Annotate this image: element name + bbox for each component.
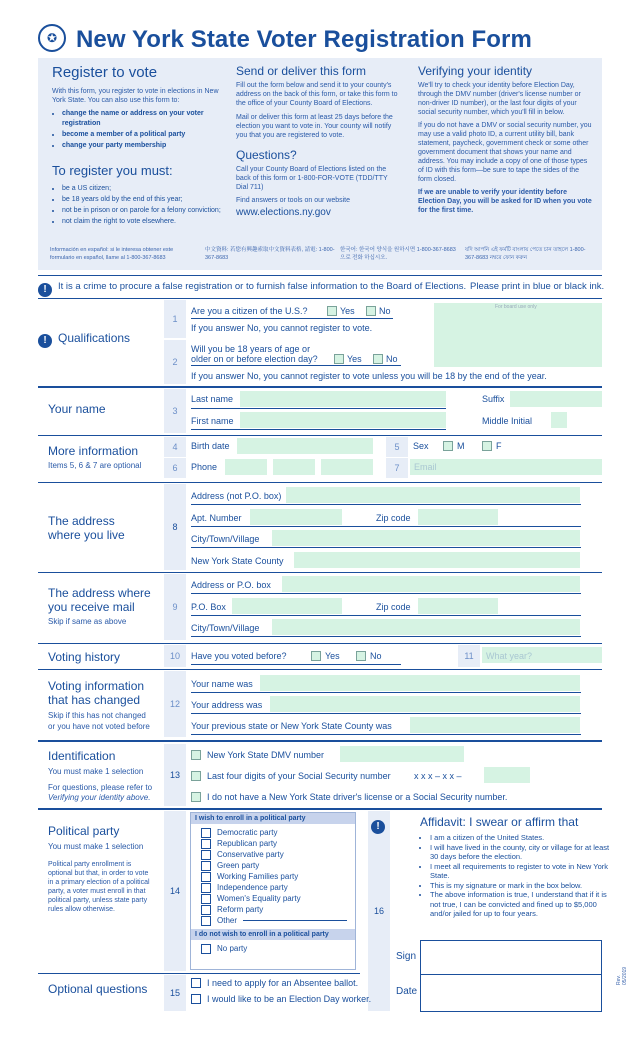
changed-label-1: Voting information: [48, 679, 145, 693]
underline: [191, 734, 581, 735]
underline: [191, 429, 446, 430]
no-party-label: No party: [217, 944, 248, 953]
party-option-label: Conservative party: [217, 850, 284, 859]
identification-sub-2: For questions, please refer to: [48, 783, 153, 792]
party-checkbox[interactable]: [201, 850, 211, 860]
sign-label: Sign: [396, 951, 417, 962]
party-checkbox[interactable]: [201, 872, 211, 882]
citizen-note: If you answer No, you cannot register to vote.: [191, 323, 373, 333]
underline: [191, 526, 581, 527]
divider: [38, 435, 602, 436]
signature-divider: [420, 974, 602, 975]
birth-date-label: Birth date: [191, 441, 230, 451]
ink-instruction: Please print in blue or black ink.: [470, 281, 605, 292]
party-checkbox[interactable]: [201, 905, 211, 915]
phone-prefix-input[interactable]: [273, 459, 315, 475]
questions-heading: Questions?: [236, 148, 297, 162]
mail-zip-label: Zip code: [376, 602, 411, 612]
sex-label: Sex: [413, 441, 429, 451]
po-box-input[interactable]: [232, 598, 342, 614]
underline: [191, 593, 581, 594]
use-item: • change your party membership: [62, 141, 222, 151]
divider: [38, 669, 602, 670]
age-yes-label: Yes: [347, 354, 362, 364]
affidavit-warning-icon: !: [371, 816, 385, 834]
apt-label: Apt. Number: [191, 513, 242, 523]
mail-city-input[interactable]: [272, 619, 580, 635]
changed-sub-1: Skip if this has not changed: [48, 711, 146, 720]
underline: [191, 318, 393, 319]
voted-no-label: No: [370, 651, 382, 661]
party-option-label: Women's Equality party: [217, 894, 301, 903]
affidavit: [420, 815, 610, 919]
req-item: • be 18 years old by the end of this year;: [62, 195, 222, 205]
signature-box[interactable]: [420, 940, 602, 1012]
website-link[interactable]: www.elections.ny.gov: [236, 207, 331, 218]
city-label: City/Town/Village: [191, 534, 260, 544]
item-number: 4: [164, 437, 186, 457]
divider: [38, 386, 602, 388]
affidavit-item: • I will have lived in the county, city or village for at least 30 days before the election.: [430, 843, 610, 862]
email-input[interactable]: [410, 459, 602, 475]
divider: [38, 740, 602, 742]
party-sub-2: Political party enrollment is optional but that, in order to vote in a primary election of a political party, a voter must enroll in that political party, unless state party rules allow otherwise.: [48, 861, 150, 913]
form-title: New York State Voter Registration Form: [76, 26, 532, 53]
party-option-label: Other: [217, 916, 238, 925]
county-input[interactable]: [294, 552, 580, 568]
send-heading: Send or deliver this form: [236, 64, 367, 78]
mail-label-1: The address where: [48, 586, 151, 600]
warning-icon: !: [38, 279, 52, 297]
affidavit-item: • This is my signature or mark in the box below.: [430, 881, 610, 891]
lang-korean: 한국어: 한국어 양식을 원하시면 1-800-367-8683 으로 전화 하십시오.: [340, 247, 456, 261]
mail-sub: Skip if same as above: [48, 617, 127, 626]
item-number: 5: [386, 437, 408, 457]
po-box-label: P.O. Box: [191, 602, 226, 612]
age-note: If you answer No, you cannot register to vote unless you will be 18 by the end of the year.: [191, 371, 547, 381]
info-col-register: [52, 64, 222, 228]
req-item: • not claim the right to vote elsewhere.: [62, 217, 222, 227]
item-number: 10: [164, 645, 186, 667]
party-panel: [190, 812, 356, 970]
first-name-input[interactable]: [240, 412, 446, 428]
citizen-no-checkbox[interactable]: [366, 306, 376, 316]
verify-heading: Verifying your identity: [418, 64, 533, 78]
vote-year-label: What year?: [486, 651, 533, 661]
item-number: 9: [164, 574, 186, 640]
party-option-label: Green party: [217, 861, 260, 870]
no-enroll-header: I do not wish to enroll in a political party: [191, 929, 355, 940]
info-col-send: [236, 64, 398, 218]
underline: [191, 504, 581, 505]
address-label-1: The address: [48, 514, 115, 528]
divider: [38, 973, 360, 974]
no-id-checkbox[interactable]: [191, 792, 201, 802]
req-item: • be a US citizen;: [62, 184, 222, 194]
party-option-label: Democratic party: [217, 828, 278, 837]
worker-checkbox[interactable]: [191, 994, 201, 1004]
optional-label: Optional questions: [48, 982, 148, 996]
party-checkbox[interactable]: [201, 839, 211, 849]
zip-input[interactable]: [418, 509, 498, 525]
first-name-label: First name: [191, 416, 234, 426]
item-number: 12: [164, 671, 186, 737]
prev-county-input[interactable]: [410, 717, 580, 733]
underline: [191, 365, 401, 366]
absentee-checkbox[interactable]: [191, 978, 201, 988]
changed-sub-2: or you have not voted before: [48, 722, 150, 731]
address-label-2: where you live: [48, 528, 125, 542]
item-number: 13: [164, 744, 186, 806]
underline: [191, 636, 581, 637]
use-item: • change the name or address on your voter registration: [62, 109, 222, 129]
underline: [191, 547, 581, 548]
party-checkbox[interactable]: [201, 894, 211, 904]
voted-yes-checkbox[interactable]: [311, 651, 321, 661]
suffix-input[interactable]: [510, 391, 602, 407]
phone-line-input[interactable]: [321, 459, 373, 475]
verify-p2: If you do not have a DMV or social security number, you may use a valid photo ID, a current utility bill, bank statement, paycheck, government check or some other government document that shows your name and address. You may include a copy of one of those types of ID with this form—be sure to tape the sides of the form closed.: [418, 122, 592, 183]
more-info-label: More information: [48, 444, 139, 458]
worker-label: I would like to be an Election Day worker.: [207, 994, 372, 1004]
ssn-label: Last four digits of your Social Security number: [207, 771, 391, 781]
divider: [38, 808, 602, 810]
party-checkbox[interactable]: [201, 861, 211, 871]
dmv-input[interactable]: [340, 746, 464, 762]
item-number: 11: [458, 645, 480, 667]
lang-bengali: যদি আপনি এই ফর্মটি বাংলায় পেতে চান তাহলে 1-800-367-8683 নম্বরে ফোন করুন: [465, 247, 586, 261]
mail-label-2: you receive mail: [48, 600, 135, 614]
divider: [38, 482, 602, 483]
suffix-label: Suffix: [482, 394, 505, 404]
board-use-label: For board use only: [495, 304, 537, 310]
verify-p3: If we are unable to verify your identity before Election Day, you will be asked for ID when you vote for the first time.: [418, 189, 592, 214]
ssn-mask: x x x – x x –: [414, 771, 462, 781]
affidavit-item: • I meet all requirements to register to vote in New York State.: [430, 862, 610, 881]
apt-input[interactable]: [250, 509, 342, 525]
party-option-label: Independence party: [217, 883, 288, 892]
age-yes-checkbox[interactable]: [334, 354, 344, 364]
county-label: New York State County: [191, 556, 284, 566]
party-option-label: Republican party: [217, 839, 278, 848]
dmv-checkbox[interactable]: [191, 750, 201, 760]
history-label: Voting history: [48, 650, 121, 664]
citizen-question: Are you a citizen of the U.S.?: [191, 306, 308, 316]
email-label: Email: [414, 462, 437, 472]
register-heading: Register to vote: [52, 64, 158, 81]
phone-label: Phone: [191, 462, 218, 472]
party-option-label: Reform party: [217, 905, 264, 914]
underline: [191, 615, 581, 616]
mail-zip-input[interactable]: [418, 598, 498, 614]
changed-label-2: that has changed: [48, 693, 141, 707]
affidavit-item: • I am a citizen of the United States.: [430, 833, 610, 843]
phone-area-input[interactable]: [225, 459, 267, 475]
ssn-input[interactable]: [484, 767, 530, 783]
home-address-label: Address (not P.O. box): [191, 491, 282, 501]
send-p1: Fill out the form below and send it to your county's address on the back of this form, or take this form to the office of your County Board of Elections.: [236, 82, 398, 107]
age-question-1: Will you be 18 years of age or: [191, 344, 311, 354]
last-name-label: Last name: [191, 394, 234, 404]
sex-f-label: F: [496, 441, 502, 451]
item-number: 3: [164, 389, 186, 433]
item-number: 7: [386, 458, 408, 478]
revision-label: Rev. 05/2019: [616, 966, 628, 985]
voted-no-checkbox[interactable]: [356, 651, 366, 661]
citizen-yes-checkbox[interactable]: [327, 306, 337, 316]
send-p2: Mail or deliver this form at least 25 days before the election you want to vote in. Your county will notify you that you are registered to vote.: [236, 114, 393, 139]
middle-initial-label: Middle Initial: [482, 416, 533, 426]
name-label: Your name: [48, 402, 106, 416]
item-number: 2: [164, 340, 186, 384]
mail-address-input[interactable]: [282, 576, 580, 592]
item-number: 1: [164, 300, 186, 338]
state-seal-icon: ✪: [38, 24, 66, 52]
age-no-label: No: [386, 354, 398, 364]
qualifications-label: Qualifications: [58, 331, 131, 345]
questions-web: Find answers or tools on our website: [236, 197, 350, 204]
mail-address-label: Address or P.O. box: [191, 580, 271, 590]
dmv-label: New York State DMV number: [207, 750, 325, 760]
board-use-box: [434, 303, 602, 367]
sex-m-checkbox[interactable]: [443, 441, 453, 451]
use-item: • become a member of a political party: [62, 130, 222, 140]
party-checkbox[interactable]: [201, 883, 211, 893]
identification-sub-1: You must make 1 selection: [48, 767, 144, 776]
mail-city-label: City/Town/Village: [191, 623, 260, 633]
zip-label: Zip code: [376, 513, 411, 523]
underline: [191, 692, 581, 693]
item-number: 6: [164, 458, 186, 478]
party-checkbox[interactable]: [201, 828, 211, 838]
citizen-no-label: No: [379, 306, 391, 316]
age-no-checkbox[interactable]: [373, 354, 383, 364]
divider: [38, 643, 602, 644]
identification-sub-3: Verifying your identity above.: [48, 793, 151, 802]
citizen-yes-label: Yes: [340, 306, 355, 316]
no-party-checkbox[interactable]: [201, 944, 211, 954]
underline: [191, 664, 401, 665]
affidavit-heading: Affidavit: I swear or affirm that: [420, 815, 579, 829]
prev-address-label: Your address was: [191, 700, 263, 710]
no-id-label: I do not have a New York State driver's license or a Social Security number.: [207, 792, 508, 802]
party-checkbox[interactable]: [201, 916, 211, 926]
questions-phone: Call your County Board of Elections listed on the back of this form or 1-800-FOR-VOTE (TDD/TTY Dial 711): [236, 166, 388, 191]
item-number: 8: [164, 484, 186, 570]
lang-spanish: Información en español: si le interesa obtener este formulario en español, llame al 1-800-367-8683: [50, 247, 174, 261]
voted-yes-label: Yes: [325, 651, 340, 661]
info-col-verify: [418, 64, 594, 215]
prev-name-label: Your name was: [191, 679, 253, 689]
city-input[interactable]: [272, 530, 580, 546]
middle-initial-input[interactable]: [551, 412, 567, 428]
ssn-checkbox[interactable]: [191, 771, 201, 781]
prev-county-label: Your previous state or New York State County was: [191, 721, 392, 731]
divider: [38, 572, 602, 573]
item-number: 15: [164, 975, 186, 1011]
date-label: Date: [396, 986, 418, 997]
more-info-sub: Items 5, 6 & 7 are optional: [48, 461, 142, 470]
divider: [38, 275, 602, 276]
prev-name-input[interactable]: [260, 675, 580, 691]
sex-m-label: M: [457, 441, 465, 451]
other-party-line[interactable]: [243, 920, 347, 921]
party-option-label: Working Families party: [217, 872, 299, 881]
identification-label: Identification: [48, 749, 116, 763]
divider: [38, 298, 602, 299]
age-question-2: older on or before election day?: [191, 354, 318, 364]
warning-text: It is a crime to procure a false registration or to furnish false information to the Board of Elections.: [58, 281, 467, 292]
last-name-input[interactable]: [240, 391, 446, 407]
underline: [191, 408, 446, 409]
party-sub-1: You must make 1 selection: [48, 842, 144, 851]
register-intro: With this form, you register to vote in elections in New York State. You can also use this form to:: [52, 88, 219, 104]
underline: [191, 713, 581, 714]
lang-chinese: 中文資料: 若您有興趣索取中文資料表格, 請電: 1-800-367-8683: [205, 247, 335, 261]
item-number: 14: [164, 811, 186, 971]
birth-date-input[interactable]: [237, 438, 373, 454]
qualification-warning-icon: !: [38, 330, 52, 348]
voted-before-question: Have you voted before?: [191, 651, 287, 661]
enroll-header: I wish to enroll in a political party: [191, 813, 355, 824]
item-number: 16: [368, 811, 390, 1011]
affidavit-item: • The above information is true, I understand that if it is not true, I can be convicted and fined up to $5,000 and/or jailed for up to four years.: [430, 890, 610, 919]
home-address-input[interactable]: [286, 487, 580, 503]
sex-f-checkbox[interactable]: [482, 441, 492, 451]
req-item: • not be in prison or on parole for a felony conviction;: [62, 206, 222, 216]
verify-p1: We'll try to check your identity before Election Day, through the DMV number (driver's license number or non-driver ID number), or the last four digits of your social security number, which you'll fill in below.: [418, 82, 581, 116]
party-label: Political party: [48, 824, 120, 838]
must-heading: To register you must:: [52, 163, 173, 178]
absentee-label: I need to apply for an Absentee ballot.: [207, 978, 359, 988]
prev-address-input[interactable]: [270, 696, 580, 712]
